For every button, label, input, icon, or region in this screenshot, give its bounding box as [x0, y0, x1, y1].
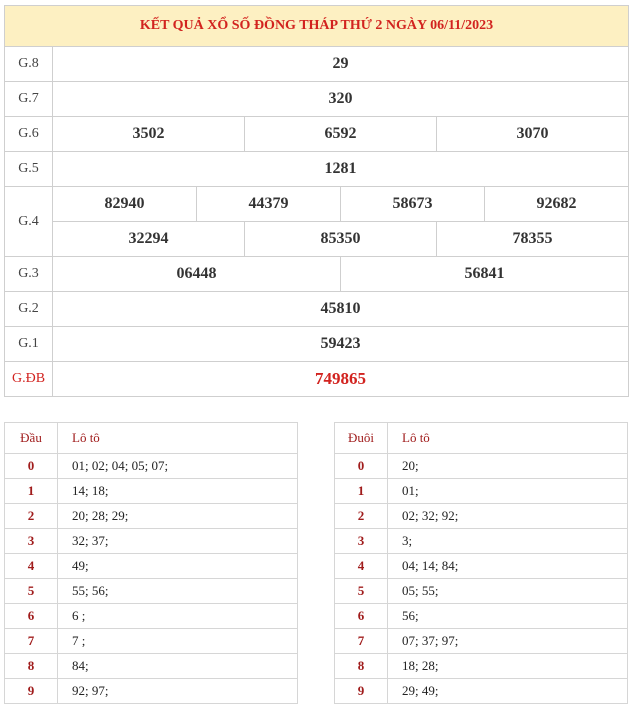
- prize-number: 3070: [437, 117, 629, 152]
- loto-values: 02; 32; 92;: [388, 504, 628, 529]
- prize-number: 56841: [341, 257, 629, 292]
- prize-number: 29: [53, 47, 629, 82]
- loto-row: [5, 554, 298, 579]
- prize-row-g1: [5, 327, 629, 362]
- prize-label: G.5: [5, 152, 53, 187]
- loto-values: 04; 14; 84;: [388, 554, 628, 579]
- loto-values: 29; 49;: [388, 679, 628, 704]
- loto-key: 3: [335, 529, 388, 554]
- loto-row: [5, 479, 298, 504]
- loto-key: 2: [5, 504, 58, 529]
- duoi-loto-table: [334, 422, 628, 704]
- loto-header-row: [335, 423, 628, 454]
- loto-values: 05; 55;: [388, 579, 628, 604]
- loto-key: 6: [5, 604, 58, 629]
- prize-label: G.3: [5, 257, 53, 292]
- loto-values: 56;: [388, 604, 628, 629]
- prize-row-g5: [5, 152, 629, 187]
- loto-values: 01; 02; 04; 05; 07;: [58, 454, 298, 479]
- prize-row-g4: [5, 187, 629, 222]
- prize-label: G.4: [5, 187, 53, 257]
- loto-values: 3;: [388, 529, 628, 554]
- loto-values: 18; 28;: [388, 654, 628, 679]
- loto-values: 20; 28; 29;: [58, 504, 298, 529]
- prize-label: G.8: [5, 47, 53, 82]
- loto-row: [335, 479, 628, 504]
- loto-key: 0: [335, 454, 388, 479]
- prize-row-g3: [5, 257, 629, 292]
- loto-values: 6 ;: [58, 604, 298, 629]
- prize-number: 3502: [53, 117, 245, 152]
- loto-values: 01;: [388, 479, 628, 504]
- prize-number: 32294: [53, 222, 245, 257]
- loto-values: 92; 97;: [58, 679, 298, 704]
- prize-number: 92682: [485, 187, 629, 222]
- prize-row-g4-second: [5, 222, 629, 257]
- prize-number: 85350: [245, 222, 437, 257]
- prize-row-g7: [5, 82, 629, 117]
- prize-number: 78355: [437, 222, 629, 257]
- loto-row: [5, 654, 298, 679]
- loto-row: [335, 554, 628, 579]
- loto-row: [335, 629, 628, 654]
- loto-row: [335, 504, 628, 529]
- loto-key: 3: [5, 529, 58, 554]
- loto-row: [335, 529, 628, 554]
- loto-values: 7 ;: [58, 629, 298, 654]
- prize-number: 320: [53, 82, 629, 117]
- dau-header: Đầu: [5, 423, 58, 454]
- loto-values: 32; 37;: [58, 529, 298, 554]
- loto-key: 4: [335, 554, 388, 579]
- prize-number: 82940: [53, 187, 197, 222]
- loto-header: Lô tô: [58, 423, 298, 454]
- prize-number: 1281: [53, 152, 629, 187]
- prize-label: G.1: [5, 327, 53, 362]
- prize-row-g2: [5, 292, 629, 327]
- loto-values: 14; 18;: [58, 479, 298, 504]
- loto-key: 0: [5, 454, 58, 479]
- special-prize-number: 749865: [53, 362, 629, 397]
- loto-values: 07; 37; 97;: [388, 629, 628, 654]
- loto-key: 1: [5, 479, 58, 504]
- loto-key: 5: [335, 579, 388, 604]
- loto-row: [5, 529, 298, 554]
- dau-loto-table: [4, 422, 298, 704]
- loto-values: 84;: [58, 654, 298, 679]
- loto-header: Lô tô: [388, 423, 628, 454]
- loto-key: 6: [335, 604, 388, 629]
- loto-row: [335, 679, 628, 704]
- loto-row: [335, 654, 628, 679]
- loto-row: [5, 454, 298, 479]
- prize-number: 45810: [53, 292, 629, 327]
- prize-number: 59423: [53, 327, 629, 362]
- prize-label: G.7: [5, 82, 53, 117]
- loto-values: 20;: [388, 454, 628, 479]
- duoi-header: Đuôi: [335, 423, 388, 454]
- loto-row: [5, 504, 298, 529]
- prize-number: 6592: [245, 117, 437, 152]
- prize-number: 06448: [53, 257, 341, 292]
- loto-key: 7: [335, 629, 388, 654]
- prize-label: G.2: [5, 292, 53, 327]
- loto-row: [5, 679, 298, 704]
- loto-key: 1: [335, 479, 388, 504]
- prize-label: G.6: [5, 117, 53, 152]
- loto-row: [5, 604, 298, 629]
- prize-label: G.ĐB: [5, 362, 53, 397]
- prize-row-g8: [5, 47, 629, 82]
- loto-key: 8: [5, 654, 58, 679]
- loto-row: [5, 579, 298, 604]
- loto-header-row: [5, 423, 298, 454]
- prize-number: 58673: [341, 187, 485, 222]
- loto-row: [335, 604, 628, 629]
- loto-values: 49;: [58, 554, 298, 579]
- results-table: [4, 5, 629, 397]
- loto-values: 55; 56;: [58, 579, 298, 604]
- loto-key: 9: [5, 679, 58, 704]
- loto-key: 8: [335, 654, 388, 679]
- loto-row: [5, 629, 298, 654]
- loto-row: [335, 454, 628, 479]
- loto-key: 7: [5, 629, 58, 654]
- prize-number: 44379: [197, 187, 341, 222]
- results-title: KẾT QUẢ XỔ SỐ ĐỒNG THÁP THỨ 2 NGÀY 06/11/2023: [5, 6, 629, 47]
- loto-key: 5: [5, 579, 58, 604]
- loto-row: [335, 579, 628, 604]
- prize-row-g6: [5, 117, 629, 152]
- loto-key: 9: [335, 679, 388, 704]
- prize-row-special: [5, 362, 629, 397]
- loto-key: 4: [5, 554, 58, 579]
- loto-key: 2: [335, 504, 388, 529]
